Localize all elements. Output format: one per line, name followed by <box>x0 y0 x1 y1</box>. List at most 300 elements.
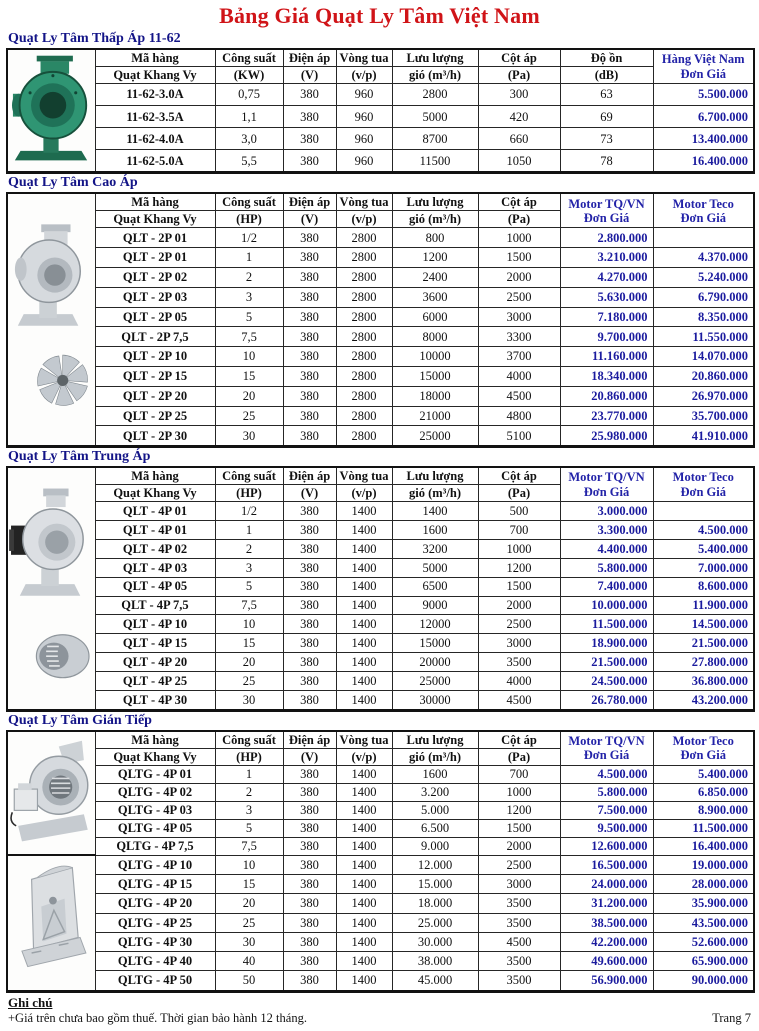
table-row <box>7 691 754 711</box>
value-cell: 30 <box>215 691 283 711</box>
value-cell: 15000 <box>392 634 478 653</box>
column-subheader: (Pa) <box>478 67 560 84</box>
price-cell: 38.500.000 <box>560 913 653 932</box>
column-header: Công suất <box>215 731 283 749</box>
value-cell: 12000 <box>392 615 478 634</box>
value-cell: 1200 <box>392 248 478 268</box>
value-cell: 380 <box>283 406 336 426</box>
price-cell: 7.180.000 <box>560 307 653 327</box>
column-header-line: Motor Teco <box>672 734 734 749</box>
product-code-cell: QLTG - 4P 7,5 <box>95 837 215 855</box>
value-cell: 10 <box>215 615 283 634</box>
price-cell: 20.860.000 <box>653 366 754 386</box>
column-header <box>560 193 653 228</box>
table-row <box>7 426 754 447</box>
product-code-cell: QLT - 2P 20 <box>95 386 215 406</box>
value-cell: 2800 <box>336 307 392 327</box>
value-cell: 380 <box>283 521 336 540</box>
section-label: Quạt Ly Tâm Cao Áp <box>8 175 138 191</box>
value-cell: 1/2 <box>215 228 283 248</box>
value-cell: 1400 <box>336 691 392 711</box>
value-cell: 1400 <box>336 855 392 874</box>
table-row <box>7 267 754 287</box>
value-cell: 7,5 <box>215 837 283 855</box>
column-subheader: gió (m³/h) <box>392 211 478 228</box>
value-cell: 380 <box>283 366 336 386</box>
value-cell: 21000 <box>392 406 478 426</box>
value-cell: 1400 <box>392 502 478 521</box>
product-code-cell: QLT - 4P 01 <box>95 521 215 540</box>
price-cell: 18.900.000 <box>560 634 653 653</box>
column-header: Lưu lượng <box>392 193 478 211</box>
value-cell: 1400 <box>336 653 392 672</box>
value-cell: 3.200 <box>392 783 478 801</box>
section-label: Quạt Ly Tâm Trung Áp <box>8 449 151 465</box>
column-subheader: (V) <box>283 485 336 502</box>
value-cell: 25.000 <box>392 913 478 932</box>
value-cell: 1400 <box>336 634 392 653</box>
value-cell: 4500 <box>478 691 560 711</box>
price-cell <box>653 502 754 521</box>
value-cell: 5,5 <box>215 150 283 173</box>
product-code-cell: QLT - 2P 03 <box>95 287 215 307</box>
price-cell: 2.800.000 <box>560 228 653 248</box>
table-row <box>7 521 754 540</box>
price-cell: 6.850.000 <box>653 783 754 801</box>
product-code-cell: QLT - 4P 25 <box>95 672 215 691</box>
value-cell: 1000 <box>478 783 560 801</box>
table-row <box>7 855 754 874</box>
column-header-line: Đơn Giá <box>680 66 726 81</box>
product-code-cell: 11-62-3.0A <box>95 84 215 106</box>
table-row <box>7 327 754 347</box>
column-subheader: (HP) <box>215 748 283 765</box>
value-cell: 30 <box>215 426 283 447</box>
price-table <box>6 730 755 993</box>
column-header: Cột áp <box>478 467 560 485</box>
value-cell: 3 <box>215 287 283 307</box>
value-cell: 2000 <box>478 837 560 855</box>
value-cell: 7,5 <box>215 596 283 615</box>
column-subheader: (Pa) <box>478 485 560 502</box>
value-cell: 380 <box>283 307 336 327</box>
value-cell: 2500 <box>478 615 560 634</box>
product-code-cell: 11-62-3.5A <box>95 106 215 128</box>
value-cell: 380 <box>283 855 336 874</box>
value-cell: 1400 <box>336 596 392 615</box>
value-cell: 4500 <box>478 932 560 951</box>
price-cell: 41.910.000 <box>653 426 754 447</box>
price-cell: 26.970.000 <box>653 386 754 406</box>
table-row <box>7 634 754 653</box>
value-cell: 7,5 <box>215 327 283 347</box>
price-cell: 5.630.000 <box>560 287 653 307</box>
value-cell: 5.000 <box>392 801 478 819</box>
value-cell: 1400 <box>336 521 392 540</box>
value-cell: 3700 <box>478 347 560 367</box>
value-cell: 3500 <box>478 971 560 991</box>
price-table <box>6 48 755 174</box>
value-cell: 800 <box>392 228 478 248</box>
table-row <box>7 347 754 367</box>
value-cell: 380 <box>283 615 336 634</box>
value-cell: 3500 <box>478 913 560 932</box>
value-cell: 40 <box>215 952 283 971</box>
value-cell: 2800 <box>336 287 392 307</box>
value-cell: 15.000 <box>392 875 478 894</box>
table-row <box>7 837 754 855</box>
column-header-line: Đơn Giá <box>583 210 630 225</box>
value-cell: 4500 <box>478 386 560 406</box>
belt-driven-fan-photo <box>7 731 95 856</box>
value-cell: 1 <box>215 765 283 783</box>
table-row <box>7 228 754 248</box>
value-cell: 1400 <box>336 819 392 837</box>
price-cell: 43.500.000 <box>653 913 754 932</box>
section-label: Quạt Ly Tâm Gián Tiếp <box>8 712 152 728</box>
column-subheader: (v/p) <box>336 67 392 84</box>
value-cell: 380 <box>283 327 336 347</box>
note-text: +Giá trên chưa bao gồm thuế. Thời gian bảo hành 12 tháng. <box>8 1010 307 1025</box>
column-header-line: Motor Teco <box>672 470 734 485</box>
product-code-cell: QLT - 2P 30 <box>95 426 215 447</box>
column-header: Vòng tua <box>336 731 392 749</box>
value-cell: 380 <box>283 267 336 287</box>
column-header <box>653 49 754 84</box>
value-cell: 5100 <box>478 426 560 447</box>
value-cell: 420 <box>478 106 560 128</box>
price-cell: 11.550.000 <box>653 327 754 347</box>
price-cell: 27.800.000 <box>653 653 754 672</box>
price-cell: 5.400.000 <box>653 539 754 558</box>
table-row <box>7 765 754 783</box>
column-subheader: gió (m³/h) <box>392 485 478 502</box>
column-subheader: (HP) <box>215 485 283 502</box>
column-header-line: Đơn Giá <box>680 484 726 499</box>
value-cell: 2 <box>215 539 283 558</box>
value-cell: 2 <box>215 267 283 287</box>
table-row <box>7 558 754 577</box>
product-code-cell: QLTG - 4P 05 <box>95 819 215 837</box>
value-cell: 380 <box>283 106 336 128</box>
column-subheader: (V) <box>283 748 336 765</box>
price-cell: 21.500.000 <box>653 634 754 653</box>
column-header: Điện áp <box>283 49 336 67</box>
value-cell: 2800 <box>336 406 392 426</box>
column-header-line: Đơn Giá <box>583 484 630 499</box>
price-cell: 5.240.000 <box>653 267 754 287</box>
column-subheader: (V) <box>283 211 336 228</box>
column-header-line: Motor Teco <box>672 196 734 211</box>
value-cell: 1000 <box>478 228 560 248</box>
price-cell: 5.800.000 <box>560 783 653 801</box>
value-cell: 5000 <box>392 106 478 128</box>
value-cell: 380 <box>283 150 336 173</box>
value-cell: 5000 <box>392 558 478 577</box>
column-header-line: Motor TQ/VN <box>568 734 645 749</box>
value-cell: 5 <box>215 307 283 327</box>
value-cell: 2 <box>215 783 283 801</box>
table-row <box>7 913 754 932</box>
value-cell: 700 <box>478 521 560 540</box>
product-code-cell: 11-62-5.0A <box>95 150 215 173</box>
product-code-cell: QLT - 4P 05 <box>95 577 215 596</box>
value-cell: 1400 <box>336 971 392 991</box>
table-row <box>7 932 754 951</box>
value-cell: 2800 <box>336 267 392 287</box>
table-row <box>7 783 754 801</box>
price-cell: 5.500.000 <box>653 84 754 106</box>
value-cell: 380 <box>283 386 336 406</box>
value-cell: 3300 <box>478 327 560 347</box>
value-cell: 30 <box>215 932 283 951</box>
page-number: Trang 7 <box>712 1010 751 1025</box>
value-cell: 0,75 <box>215 84 283 106</box>
price-cell: 16.400.000 <box>653 837 754 855</box>
value-cell: 300 <box>478 84 560 106</box>
value-cell: 1400 <box>336 875 392 894</box>
value-cell: 30.000 <box>392 932 478 951</box>
product-code-cell: QLT - 2P 01 <box>95 228 215 248</box>
column-header: Mã hàng <box>95 49 215 67</box>
value-cell: 10 <box>215 347 283 367</box>
value-cell: 1050 <box>478 150 560 173</box>
value-cell: 2800 <box>336 366 392 386</box>
price-cell: 4.400.000 <box>560 539 653 558</box>
table-row <box>7 971 754 991</box>
value-cell: 380 <box>283 248 336 268</box>
value-cell: 10000 <box>392 347 478 367</box>
value-cell: 12.000 <box>392 855 478 874</box>
column-header: Cột áp <box>478 49 560 67</box>
value-cell: 380 <box>283 634 336 653</box>
footer <box>8 995 751 1027</box>
table-row <box>7 819 754 837</box>
value-cell: 1500 <box>478 248 560 268</box>
value-cell: 1600 <box>392 521 478 540</box>
value-cell: 15000 <box>392 366 478 386</box>
value-cell: 380 <box>283 653 336 672</box>
value-cell: 9000 <box>392 596 478 615</box>
value-cell: 700 <box>478 765 560 783</box>
column-header: Công suất <box>215 467 283 485</box>
value-cell: 78 <box>560 150 653 173</box>
value-cell: 380 <box>283 558 336 577</box>
value-cell: 3500 <box>478 952 560 971</box>
value-cell: 380 <box>283 765 336 783</box>
price-cell: 8.900.000 <box>653 801 754 819</box>
value-cell: 380 <box>283 971 336 991</box>
value-cell: 2400 <box>392 267 478 287</box>
value-cell: 2800 <box>336 327 392 347</box>
value-cell: 25000 <box>392 426 478 447</box>
value-cell: 380 <box>283 426 336 447</box>
value-cell: 8000 <box>392 327 478 347</box>
price-cell: 19.000.000 <box>653 855 754 874</box>
value-cell: 18000 <box>392 386 478 406</box>
value-cell: 1200 <box>478 558 560 577</box>
price-cell: 16.400.000 <box>653 150 754 173</box>
table-row <box>7 653 754 672</box>
price-cell: 31.200.000 <box>560 894 653 913</box>
column-header: Công suất <box>215 193 283 211</box>
value-cell: 1400 <box>336 913 392 932</box>
column-subheader: (dB) <box>560 67 653 84</box>
column-header <box>653 193 754 228</box>
column-subheader: (v/p) <box>336 211 392 228</box>
rear-frame-fan-photo <box>7 855 95 991</box>
price-cell: 4.500.000 <box>653 521 754 540</box>
value-cell: 1400 <box>336 932 392 951</box>
product-code-cell: QLTG - 4P 40 <box>95 952 215 971</box>
value-cell: 3000 <box>478 875 560 894</box>
notes-heading: Ghi chú <box>8 994 53 1010</box>
product-code-cell: 11-62-4.0A <box>95 128 215 150</box>
value-cell: 960 <box>336 150 392 173</box>
value-cell: 960 <box>336 128 392 150</box>
table-row <box>7 801 754 819</box>
price-cell: 3.000.000 <box>560 502 653 521</box>
page-title: Bảng Giá Quạt Ly Tâm Việt Nam <box>219 3 540 28</box>
value-cell: 1400 <box>336 801 392 819</box>
value-cell: 6500 <box>392 577 478 596</box>
value-cell: 3500 <box>478 894 560 913</box>
price-cell: 3.210.000 <box>560 248 653 268</box>
column-header: Mã hàng <box>95 193 215 211</box>
price-cell: 14.070.000 <box>653 347 754 367</box>
price-cell: 4.500.000 <box>560 765 653 783</box>
product-code-cell: QLT - 4P 03 <box>95 558 215 577</box>
price-cell: 4.370.000 <box>653 248 754 268</box>
price-cell: 5.800.000 <box>560 558 653 577</box>
value-cell: 25000 <box>392 672 478 691</box>
value-cell: 1400 <box>336 558 392 577</box>
value-cell: 50 <box>215 971 283 991</box>
price-cell: 23.770.000 <box>560 406 653 426</box>
gray-fan-with-drum-impeller-photo <box>7 467 95 710</box>
price-cell <box>653 228 754 248</box>
column-header: Cột áp <box>478 731 560 749</box>
value-cell: 8700 <box>392 128 478 150</box>
column-subheader: Quạt Khang Vy <box>95 67 215 84</box>
value-cell: 380 <box>283 287 336 307</box>
value-cell: 2800 <box>336 248 392 268</box>
value-cell: 1200 <box>478 801 560 819</box>
product-code-cell: QLTG - 4P 01 <box>95 765 215 783</box>
table-row <box>7 287 754 307</box>
value-cell: 660 <box>478 128 560 150</box>
value-cell: 3000 <box>478 307 560 327</box>
column-header: Cột áp <box>478 193 560 211</box>
column-header-line: Motor TQ/VN <box>568 196 645 211</box>
value-cell: 15 <box>215 875 283 894</box>
column-subheader: (Pa) <box>478 748 560 765</box>
value-cell: 18.000 <box>392 894 478 913</box>
product-code-cell: QLTG - 4P 10 <box>95 855 215 874</box>
value-cell: 6.500 <box>392 819 478 837</box>
table-row <box>7 615 754 634</box>
table-row <box>7 150 754 173</box>
table-row <box>7 502 754 521</box>
value-cell: 30000 <box>392 691 478 711</box>
product-code-cell: QLT - 4P 20 <box>95 653 215 672</box>
price-cell: 8.600.000 <box>653 577 754 596</box>
value-cell: 380 <box>283 894 336 913</box>
value-cell: 20 <box>215 386 283 406</box>
table-row <box>7 672 754 691</box>
price-cell: 9.500.000 <box>560 819 653 837</box>
value-cell: 5 <box>215 819 283 837</box>
price-cell: 4.270.000 <box>560 267 653 287</box>
price-cell: 35.700.000 <box>653 406 754 426</box>
gray-fan-with-impeller-photo <box>7 193 95 446</box>
price-cell: 42.200.000 <box>560 932 653 951</box>
value-cell: 380 <box>283 952 336 971</box>
product-code-cell: QLT - 4P 10 <box>95 615 215 634</box>
price-cell: 7.400.000 <box>560 577 653 596</box>
value-cell: 73 <box>560 128 653 150</box>
value-cell: 1400 <box>336 615 392 634</box>
value-cell: 1400 <box>336 672 392 691</box>
product-code-cell: QLTG - 4P 15 <box>95 875 215 894</box>
value-cell: 4800 <box>478 406 560 426</box>
price-cell: 26.780.000 <box>560 691 653 711</box>
value-cell: 25 <box>215 913 283 932</box>
value-cell: 1400 <box>336 894 392 913</box>
value-cell: 25 <box>215 672 283 691</box>
price-cell: 12.600.000 <box>560 837 653 855</box>
product-code-cell: QLTG - 4P 02 <box>95 783 215 801</box>
value-cell: 4000 <box>478 366 560 386</box>
price-cell: 18.340.000 <box>560 366 653 386</box>
value-cell: 3,0 <box>215 128 283 150</box>
value-cell: 1 <box>215 248 283 268</box>
column-header-line: Motor TQ/VN <box>568 470 645 485</box>
price-cell: 65.900.000 <box>653 952 754 971</box>
product-code-cell: QLT - 2P 7,5 <box>95 327 215 347</box>
product-code-cell: QLT - 2P 05 <box>95 307 215 327</box>
price-cell: 43.200.000 <box>653 691 754 711</box>
table-row <box>7 894 754 913</box>
value-cell: 25 <box>215 406 283 426</box>
product-code-cell: QLTG - 4P 20 <box>95 894 215 913</box>
table-row <box>7 366 754 386</box>
price-cell: 35.900.000 <box>653 894 754 913</box>
value-cell: 1000 <box>478 539 560 558</box>
column-header: Công suất <box>215 49 283 67</box>
value-cell: 2000 <box>478 267 560 287</box>
value-cell: 960 <box>336 106 392 128</box>
product-code-cell: QLT - 4P 01 <box>95 502 215 521</box>
value-cell: 380 <box>283 577 336 596</box>
value-cell: 69 <box>560 106 653 128</box>
column-subheader: (v/p) <box>336 485 392 502</box>
column-header: Điện áp <box>283 193 336 211</box>
price-cell: 56.900.000 <box>560 971 653 991</box>
value-cell: 380 <box>283 672 336 691</box>
table-row <box>7 84 754 106</box>
value-cell: 500 <box>478 502 560 521</box>
price-cell: 21.500.000 <box>560 653 653 672</box>
value-cell: 2800 <box>392 84 478 106</box>
value-cell: 20 <box>215 653 283 672</box>
product-code-cell: QLTG - 4P 03 <box>95 801 215 819</box>
product-code-cell: QLT - 2P 10 <box>95 347 215 367</box>
product-code-cell: QLT - 2P 15 <box>95 366 215 386</box>
price-cell: 11.900.000 <box>653 596 754 615</box>
value-cell: 20000 <box>392 653 478 672</box>
value-cell: 1 <box>215 521 283 540</box>
